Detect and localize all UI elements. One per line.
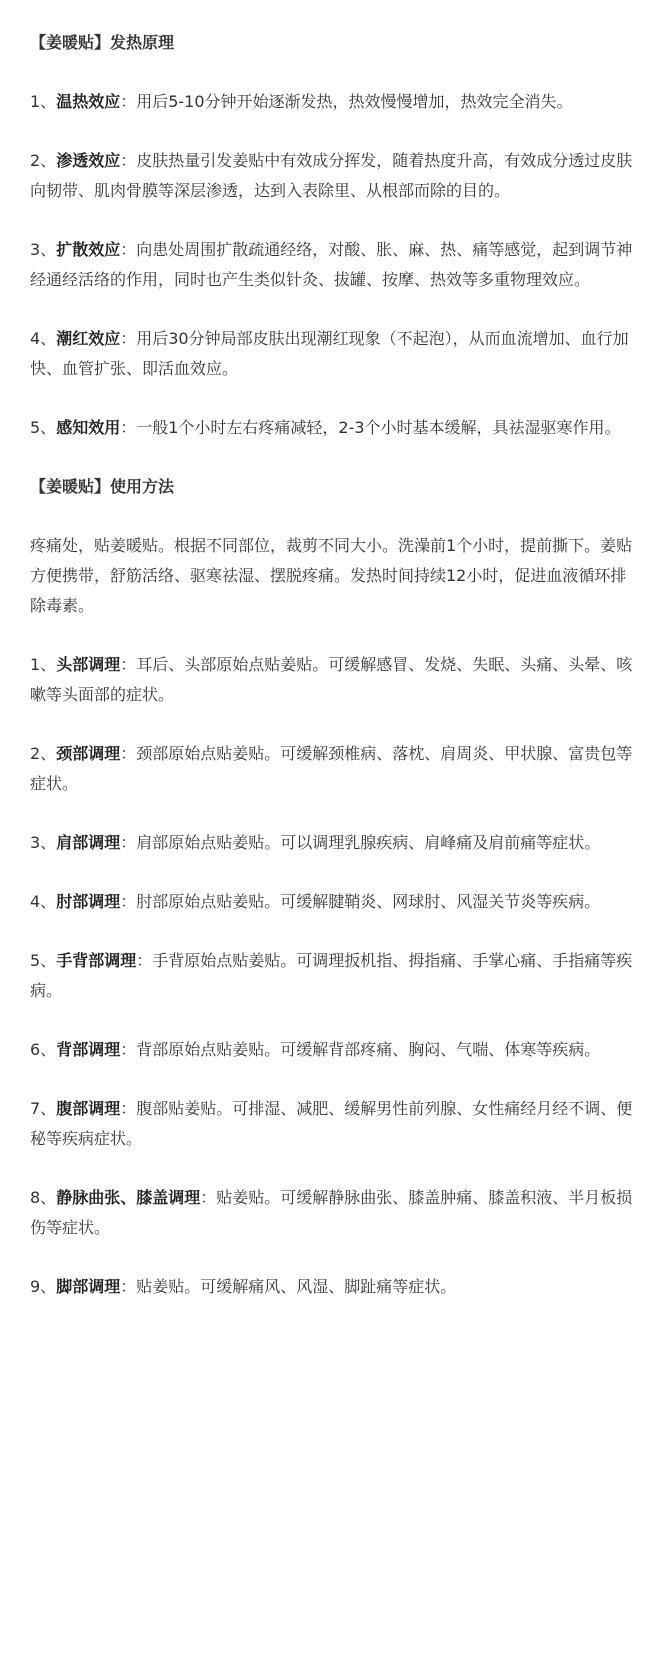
list-item xyxy=(30,650,640,710)
item-text: ：一般1个小时左右疼痛减轻，2-3个小时基本缓解，具祛湿驱寒作用。 xyxy=(120,418,621,437)
item-number: 8、 xyxy=(30,1188,57,1207)
usage-intro: 疼痛处，贴姜暖贴。根据不同部位，裁剪不同大小。洗澡前1个小时，提前撕下。姜贴方便携带，舒筋活络、驱寒祛湿、摆脱疼痛。发热时间持续12小时，促进血液循环排除毒素。 xyxy=(30,536,633,615)
item-number: 6、 xyxy=(30,1040,57,1059)
item-text: ：皮肤热量引发姜贴中有效成分挥发，随着热度升高，有效成分透过皮肤向韧带、肌肉骨膜等深层渗透，达到入表除里、从根部而除的目的。 xyxy=(30,151,633,200)
item-number: 5、 xyxy=(30,418,57,437)
item-text: ：腹部贴姜贴。可排湿、减肥、缓解男性前列腺、女性痛经月经不调、便秘等疾病症状。 xyxy=(30,1099,633,1148)
item-number: 7、 xyxy=(30,1099,57,1118)
item-term: 渗透效应 xyxy=(56,151,121,170)
list-item xyxy=(30,828,640,858)
item-number: 4、 xyxy=(30,892,57,911)
item-term: 扩散效应 xyxy=(56,240,121,259)
item-number: 3、 xyxy=(30,833,57,852)
list-item xyxy=(30,887,640,917)
item-number: 2、 xyxy=(30,744,57,763)
item-number: 4、 xyxy=(30,329,57,348)
item-text: ：肘部原始点贴姜贴。可缓解腱鞘炎、网球肘、风湿关节炎等疾病。 xyxy=(120,892,601,911)
item-text: ：贴姜贴。可缓解痛风、风湿、脚趾痛等症状。 xyxy=(120,1277,457,1296)
section-heading-principle: 【姜暖贴】发热原理 xyxy=(30,33,175,52)
item-term: 腹部调理 xyxy=(56,1099,121,1118)
item-term: 颈部调理 xyxy=(56,744,121,763)
item-term: 感知效用 xyxy=(56,418,121,437)
item-term: 手背部调理 xyxy=(56,951,137,970)
list-item xyxy=(30,235,640,295)
item-term: 温热效应 xyxy=(56,92,121,111)
item-number: 1、 xyxy=(30,92,57,111)
item-text: ：背部原始点贴姜贴。可缓解背部疼痛、胸闷、气喘、体寒等疾病。 xyxy=(120,1040,601,1059)
item-term: 头部调理 xyxy=(56,655,121,674)
item-term: 肩部调理 xyxy=(56,833,121,852)
item-text: ：手背原始点贴姜贴。可调理扳机指、拇指痛、手掌心痛、手指痛等疾病。 xyxy=(30,951,633,1000)
list-item xyxy=(30,1272,640,1302)
item-text: ：向患处周围扩散疏通经络，对酸、胀、麻、热、痛等感觉，起到调节神经通经活络的作用，同时也产生类似针灸、拔罐、按摩、热效等多重物理效应。 xyxy=(30,240,633,289)
item-number: 9、 xyxy=(30,1277,57,1296)
list-item xyxy=(30,739,640,799)
item-text: ：用后5-10分钟开始逐渐发热，热效慢慢增加，热效完全消失。 xyxy=(120,92,573,111)
list-item xyxy=(30,324,640,384)
list-item xyxy=(30,1035,640,1065)
list-item xyxy=(30,146,640,206)
item-number: 1、 xyxy=(30,655,57,674)
item-term: 静脉曲张、膝盖调理 xyxy=(56,1188,201,1207)
list-item xyxy=(30,1094,640,1154)
item-number: 2、 xyxy=(30,151,57,170)
list-item xyxy=(30,87,640,117)
item-term: 背部调理 xyxy=(56,1040,121,1059)
section-heading-usage: 【姜暖贴】使用方法 xyxy=(30,477,175,496)
item-term: 肘部调理 xyxy=(56,892,121,911)
item-text: ：贴姜贴。可缓解静脉曲张、膝盖肿痛、膝盖积液、半月板损伤等症状。 xyxy=(30,1188,633,1237)
item-text: ：耳后、头部原始点贴姜贴。可缓解感冒、发烧、失眠、头痛、头晕、咳嗽等头面部的症状。 xyxy=(30,655,633,704)
item-text: ：颈部原始点贴姜贴。可缓解颈椎病、落枕、肩周炎、甲状腺、富贵包等症状。 xyxy=(30,744,633,793)
list-item xyxy=(30,946,640,1006)
item-text: ：用后30分钟局部皮肤出现潮红现象（不起泡），从而血流增加、血行加快、血管扩张、即活血效应。 xyxy=(30,329,629,378)
item-term: 潮红效应 xyxy=(56,329,121,348)
item-term: 脚部调理 xyxy=(56,1277,121,1296)
item-text: ：肩部原始点贴姜贴。可以调理乳腺疾病、肩峰痛及肩前痛等症状。 xyxy=(120,833,601,852)
list-item xyxy=(30,413,640,443)
item-number: 3、 xyxy=(30,240,57,259)
list-item xyxy=(30,1183,640,1243)
item-number: 5、 xyxy=(30,951,57,970)
